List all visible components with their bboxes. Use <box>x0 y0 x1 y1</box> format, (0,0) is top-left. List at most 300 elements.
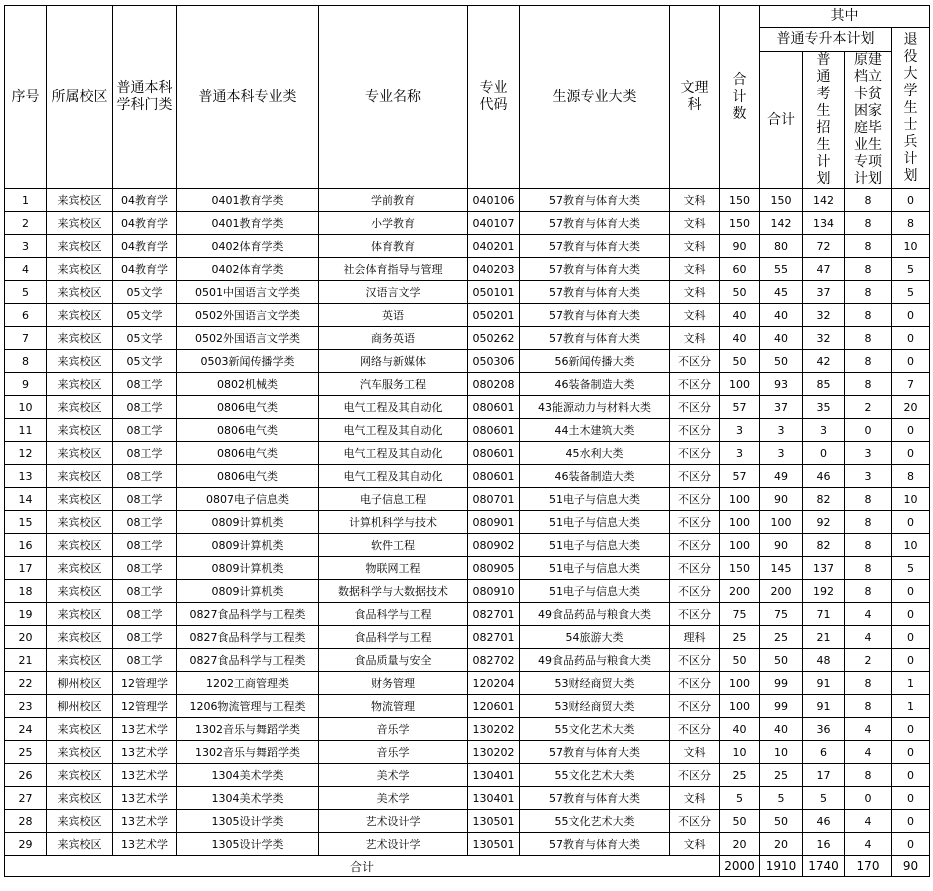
cell-regular: 32 <box>803 327 845 350</box>
cell-total: 200 <box>720 580 760 603</box>
cell-major-class: 0802机械类 <box>177 373 319 396</box>
cell-regular: 85 <box>803 373 845 396</box>
cell-veteran: 0 <box>892 649 930 672</box>
table-row <box>5 534 930 557</box>
cell-subject: 文科 <box>670 741 720 764</box>
cell-veteran: 1 <box>892 695 930 718</box>
cell-major-class: 0809计算机类 <box>177 557 319 580</box>
cell-sub-total: 49 <box>760 465 803 488</box>
cell-subject: 文科 <box>670 281 720 304</box>
cell-major-class: 0501中国语言文学类 <box>177 281 319 304</box>
cell-major-class: 0502外国语言文学类 <box>177 327 319 350</box>
cell-campus: 来宾校区 <box>47 511 113 534</box>
cell-discipline: 08工学 <box>113 580 177 603</box>
cell-total: 75 <box>720 603 760 626</box>
table-row <box>5 419 930 442</box>
cell-code: 082701 <box>468 603 520 626</box>
cell-veteran: 0 <box>892 833 930 856</box>
cell-major-name: 音乐学 <box>319 741 468 764</box>
cell-discipline: 13艺术学 <box>113 787 177 810</box>
cell-seq: 9 <box>5 373 47 396</box>
cell-subject: 不区分 <box>670 718 720 741</box>
cell-source-class: 51电子与信息大类 <box>520 534 670 557</box>
cell-campus: 来宾校区 <box>47 373 113 396</box>
cell-code: 120204 <box>468 672 520 695</box>
header-discipline: 普通本科学科门类 <box>113 6 177 189</box>
cell-sub-total: 142 <box>760 212 803 235</box>
cell-poverty: 8 <box>845 511 892 534</box>
cell-sub-total: 10 <box>760 741 803 764</box>
cell-veteran: 0 <box>892 189 930 212</box>
cell-discipline: 13艺术学 <box>113 833 177 856</box>
cell-total: 40 <box>720 327 760 350</box>
cell-campus: 柳州校区 <box>47 672 113 695</box>
cell-seq: 24 <box>5 718 47 741</box>
cell-campus: 来宾校区 <box>47 189 113 212</box>
cell-major-name: 财务管理 <box>319 672 468 695</box>
table-row <box>5 718 930 741</box>
cell-seq: 13 <box>5 465 47 488</box>
cell-source-class: 57教育与体育大类 <box>520 281 670 304</box>
cell-poverty: 0 <box>845 787 892 810</box>
cell-total: 40 <box>720 718 760 741</box>
cell-discipline: 08工学 <box>113 373 177 396</box>
cell-major-class: 0806电气类 <box>177 442 319 465</box>
cell-sub-total: 99 <box>760 695 803 718</box>
cell-major-name: 英语 <box>319 304 468 327</box>
cell-major-name: 食品科学与工程 <box>319 626 468 649</box>
cell-major-class: 0401教育学类 <box>177 212 319 235</box>
cell-total: 50 <box>720 350 760 373</box>
cell-discipline: 05文学 <box>113 281 177 304</box>
cell-regular: 92 <box>803 511 845 534</box>
cell-sub-total: 80 <box>760 235 803 258</box>
cell-veteran: 0 <box>892 442 930 465</box>
cell-regular: 46 <box>803 465 845 488</box>
cell-campus: 来宾校区 <box>47 327 113 350</box>
cell-code: 080701 <box>468 488 520 511</box>
cell-subject: 不区分 <box>670 419 720 442</box>
cell-code: 040201 <box>468 235 520 258</box>
cell-major-name: 电气工程及其自动化 <box>319 419 468 442</box>
cell-code: 130501 <box>468 810 520 833</box>
cell-sub-total: 100 <box>760 511 803 534</box>
cell-major-name: 食品科学与工程 <box>319 603 468 626</box>
cell-total: 50 <box>720 649 760 672</box>
cell-seq: 19 <box>5 603 47 626</box>
cell-campus: 来宾校区 <box>47 833 113 856</box>
header-total: 合计数 <box>720 6 760 189</box>
cell-major-class: 1305设计学类 <box>177 810 319 833</box>
cell-campus: 柳州校区 <box>47 695 113 718</box>
cell-poverty: 8 <box>845 304 892 327</box>
cell-campus: 来宾校区 <box>47 281 113 304</box>
cell-poverty: 8 <box>845 350 892 373</box>
cell-discipline: 12管理学 <box>113 695 177 718</box>
cell-sub-total: 150 <box>760 189 803 212</box>
cell-major-class: 0827食品科学与工程类 <box>177 603 319 626</box>
cell-regular: 6 <box>803 741 845 764</box>
cell-regular: 82 <box>803 488 845 511</box>
cell-major-name: 学前教育 <box>319 189 468 212</box>
table-row <box>5 741 930 764</box>
cell-seq: 18 <box>5 580 47 603</box>
cell-seq: 4 <box>5 258 47 281</box>
table-row <box>5 327 930 350</box>
table-row <box>5 764 930 787</box>
cell-veteran: 0 <box>892 580 930 603</box>
cell-sub-total: 40 <box>760 304 803 327</box>
cell-sub-total: 50 <box>760 810 803 833</box>
cell-regular: 48 <box>803 649 845 672</box>
cell-total: 25 <box>720 764 760 787</box>
cell-regular: 5 <box>803 787 845 810</box>
cell-poverty: 4 <box>845 718 892 741</box>
cell-sub-total: 37 <box>760 396 803 419</box>
cell-campus: 来宾校区 <box>47 258 113 281</box>
cell-regular: 32 <box>803 304 845 327</box>
cell-source-class: 53财经商贸大类 <box>520 672 670 695</box>
cell-sub-total: 20 <box>760 833 803 856</box>
cell-veteran: 0 <box>892 603 930 626</box>
cell-discipline: 08工学 <box>113 534 177 557</box>
cell-seq: 26 <box>5 764 47 787</box>
cell-regular: 91 <box>803 695 845 718</box>
cell-seq: 25 <box>5 741 47 764</box>
cell-code: 050101 <box>468 281 520 304</box>
total-poverty: 170 <box>845 856 892 877</box>
cell-sub-total: 90 <box>760 534 803 557</box>
cell-campus: 来宾校区 <box>47 603 113 626</box>
table-row <box>5 626 930 649</box>
cell-major-class: 1302音乐与舞蹈学类 <box>177 718 319 741</box>
cell-total: 20 <box>720 833 760 856</box>
cell-code: 080902 <box>468 534 520 557</box>
cell-major-class: 0402体育学类 <box>177 258 319 281</box>
cell-seq: 10 <box>5 396 47 419</box>
cell-code: 130202 <box>468 718 520 741</box>
cell-poverty: 8 <box>845 557 892 580</box>
cell-poverty: 8 <box>845 281 892 304</box>
cell-major-name: 商务英语 <box>319 327 468 350</box>
cell-discipline: 08工学 <box>113 649 177 672</box>
cell-code: 080910 <box>468 580 520 603</box>
header-regular-plan: 普通专升本计划 <box>760 28 892 52</box>
cell-poverty: 8 <box>845 258 892 281</box>
cell-source-class: 51电子与信息大类 <box>520 557 670 580</box>
cell-sub-total: 93 <box>760 373 803 396</box>
header-subject: 文理科 <box>670 6 720 189</box>
cell-total: 50 <box>720 810 760 833</box>
cell-poverty: 8 <box>845 672 892 695</box>
table-row <box>5 304 930 327</box>
cell-total: 100 <box>720 373 760 396</box>
cell-major-class: 1302音乐与舞蹈学类 <box>177 741 319 764</box>
cell-major-name: 音乐学 <box>319 718 468 741</box>
table-row <box>5 810 930 833</box>
cell-poverty: 4 <box>845 810 892 833</box>
cell-campus: 来宾校区 <box>47 718 113 741</box>
cell-total: 57 <box>720 465 760 488</box>
cell-seq: 14 <box>5 488 47 511</box>
cell-seq: 23 <box>5 695 47 718</box>
cell-source-class: 57教育与体育大类 <box>520 189 670 212</box>
header-regular-exam: 普通考生招生计划 <box>803 52 845 189</box>
cell-discipline: 08工学 <box>113 396 177 419</box>
cell-seq: 17 <box>5 557 47 580</box>
cell-sub-total: 25 <box>760 764 803 787</box>
cell-discipline: 13艺术学 <box>113 718 177 741</box>
cell-poverty: 8 <box>845 580 892 603</box>
cell-major-class: 1206物流管理与工程类 <box>177 695 319 718</box>
cell-veteran: 10 <box>892 534 930 557</box>
cell-poverty: 4 <box>845 741 892 764</box>
table-row <box>5 212 930 235</box>
cell-veteran: 5 <box>892 258 930 281</box>
total-label: 合计 <box>5 856 720 877</box>
cell-code: 050306 <box>468 350 520 373</box>
cell-regular: 142 <box>803 189 845 212</box>
cell-subject: 不区分 <box>670 373 720 396</box>
table-row <box>5 442 930 465</box>
cell-campus: 来宾校区 <box>47 649 113 672</box>
cell-discipline: 08工学 <box>113 603 177 626</box>
total-sub-total: 1910 <box>760 856 803 877</box>
cell-major-class: 1305设计学类 <box>177 833 319 856</box>
cell-discipline: 13艺术学 <box>113 810 177 833</box>
table-row <box>5 373 930 396</box>
cell-total: 3 <box>720 419 760 442</box>
cell-sub-total: 200 <box>760 580 803 603</box>
cell-regular: 35 <box>803 396 845 419</box>
header-major-class: 普通本科专业类 <box>177 6 319 189</box>
cell-campus: 来宾校区 <box>47 764 113 787</box>
cell-total: 57 <box>720 396 760 419</box>
cell-code: 040203 <box>468 258 520 281</box>
cell-veteran: 10 <box>892 488 930 511</box>
cell-code: 050262 <box>468 327 520 350</box>
cell-total: 60 <box>720 258 760 281</box>
cell-seq: 27 <box>5 787 47 810</box>
cell-poverty: 2 <box>845 649 892 672</box>
table-body <box>5 189 930 856</box>
cell-campus: 来宾校区 <box>47 212 113 235</box>
cell-seq: 6 <box>5 304 47 327</box>
cell-code: 082701 <box>468 626 520 649</box>
cell-poverty: 4 <box>845 626 892 649</box>
header-veteran: 退役大学生士兵计划 <box>892 28 930 189</box>
cell-discipline: 08工学 <box>113 488 177 511</box>
cell-source-class: 49食品药品与粮食大类 <box>520 649 670 672</box>
cell-veteran: 0 <box>892 764 930 787</box>
cell-regular: 47 <box>803 258 845 281</box>
cell-discipline: 13艺术学 <box>113 741 177 764</box>
cell-regular: 71 <box>803 603 845 626</box>
table-row <box>5 488 930 511</box>
cell-discipline: 04教育学 <box>113 235 177 258</box>
cell-sub-total: 75 <box>760 603 803 626</box>
cell-veteran: 0 <box>892 350 930 373</box>
cell-sub-total: 50 <box>760 649 803 672</box>
cell-campus: 来宾校区 <box>47 465 113 488</box>
cell-poverty: 8 <box>845 235 892 258</box>
cell-major-class: 0502外国语言文学类 <box>177 304 319 327</box>
cell-subject: 不区分 <box>670 603 720 626</box>
table-row <box>5 258 930 281</box>
table-row <box>5 603 930 626</box>
cell-campus: 来宾校区 <box>47 350 113 373</box>
cell-major-class: 0827食品科学与工程类 <box>177 649 319 672</box>
cell-seq: 12 <box>5 442 47 465</box>
cell-seq: 2 <box>5 212 47 235</box>
cell-discipline: 05文学 <box>113 304 177 327</box>
cell-code: 130202 <box>468 741 520 764</box>
cell-subject: 不区分 <box>670 534 720 557</box>
cell-subject: 不区分 <box>670 442 720 465</box>
cell-major-class: 0806电气类 <box>177 396 319 419</box>
cell-veteran: 7 <box>892 373 930 396</box>
cell-regular: 0 <box>803 442 845 465</box>
cell-source-class: 46装备制造大类 <box>520 465 670 488</box>
cell-poverty: 8 <box>845 695 892 718</box>
cell-source-class: 57教育与体育大类 <box>520 787 670 810</box>
cell-subject: 文科 <box>670 787 720 810</box>
total-regular: 1740 <box>803 856 845 877</box>
cell-subject: 不区分 <box>670 488 720 511</box>
cell-total: 10 <box>720 741 760 764</box>
cell-subject: 不区分 <box>670 672 720 695</box>
table-row <box>5 672 930 695</box>
cell-seq: 21 <box>5 649 47 672</box>
cell-regular: 42 <box>803 350 845 373</box>
cell-total: 3 <box>720 442 760 465</box>
cell-discipline: 08工学 <box>113 511 177 534</box>
cell-regular: 37 <box>803 281 845 304</box>
cell-source-class: 53财经商贸大类 <box>520 695 670 718</box>
cell-veteran: 5 <box>892 557 930 580</box>
cell-major-name: 汉语言文学 <box>319 281 468 304</box>
cell-campus: 来宾校区 <box>47 557 113 580</box>
cell-source-class: 46装备制造大类 <box>520 373 670 396</box>
cell-major-name: 软件工程 <box>319 534 468 557</box>
cell-code: 130401 <box>468 787 520 810</box>
cell-source-class: 49食品药品与粮食大类 <box>520 603 670 626</box>
cell-subject: 不区分 <box>670 764 720 787</box>
cell-major-name: 社会体育指导与管理 <box>319 258 468 281</box>
cell-major-class: 0827食品科学与工程类 <box>177 626 319 649</box>
cell-poverty: 3 <box>845 442 892 465</box>
cell-total: 5 <box>720 787 760 810</box>
cell-major-class: 0809计算机类 <box>177 580 319 603</box>
cell-regular: 137 <box>803 557 845 580</box>
cell-discipline: 05文学 <box>113 350 177 373</box>
cell-code: 040106 <box>468 189 520 212</box>
cell-sub-total: 25 <box>760 626 803 649</box>
table-row <box>5 833 930 856</box>
header-regular-total: 合计 <box>760 52 803 189</box>
cell-code: 040107 <box>468 212 520 235</box>
cell-campus: 来宾校区 <box>47 626 113 649</box>
cell-poverty: 8 <box>845 212 892 235</box>
cell-source-class: 55文化艺术大类 <box>520 810 670 833</box>
cell-major-name: 计算机科学与技术 <box>319 511 468 534</box>
table-row <box>5 281 930 304</box>
cell-code: 080601 <box>468 442 520 465</box>
cell-major-name: 体育教育 <box>319 235 468 258</box>
cell-regular: 192 <box>803 580 845 603</box>
cell-discipline: 08工学 <box>113 419 177 442</box>
cell-sub-total: 50 <box>760 350 803 373</box>
cell-major-name: 汽车服务工程 <box>319 373 468 396</box>
table-row <box>5 511 930 534</box>
total-veteran: 90 <box>892 856 930 877</box>
cell-subject: 文科 <box>670 212 720 235</box>
cell-veteran: 0 <box>892 419 930 442</box>
table-row <box>5 695 930 718</box>
cell-source-class: 44土木建筑大类 <box>520 419 670 442</box>
cell-subject: 不区分 <box>670 695 720 718</box>
cell-regular: 21 <box>803 626 845 649</box>
cell-discipline: 08工学 <box>113 557 177 580</box>
cell-veteran: 0 <box>892 626 930 649</box>
cell-code: 080901 <box>468 511 520 534</box>
cell-discipline: 08工学 <box>113 626 177 649</box>
cell-poverty: 2 <box>845 396 892 419</box>
cell-regular: 82 <box>803 534 845 557</box>
table-row <box>5 580 930 603</box>
cell-major-name: 美术学 <box>319 787 468 810</box>
cell-sub-total: 40 <box>760 327 803 350</box>
cell-source-class: 43能源动力与材料大类 <box>520 396 670 419</box>
cell-major-name: 美术学 <box>319 764 468 787</box>
cell-subject: 不区分 <box>670 350 720 373</box>
cell-source-class: 51电子与信息大类 <box>520 511 670 534</box>
table-row <box>5 396 930 419</box>
header-code: 专业代码 <box>468 6 520 189</box>
cell-code: 082702 <box>468 649 520 672</box>
cell-seq: 20 <box>5 626 47 649</box>
cell-code: 050201 <box>468 304 520 327</box>
cell-source-class: 57教育与体育大类 <box>520 212 670 235</box>
total-total: 2000 <box>720 856 760 877</box>
cell-seq: 11 <box>5 419 47 442</box>
cell-seq: 15 <box>5 511 47 534</box>
cell-sub-total: 90 <box>760 488 803 511</box>
cell-subject: 不区分 <box>670 810 720 833</box>
cell-campus: 来宾校区 <box>47 810 113 833</box>
cell-veteran: 5 <box>892 281 930 304</box>
cell-regular: 16 <box>803 833 845 856</box>
cell-regular: 91 <box>803 672 845 695</box>
cell-total: 25 <box>720 626 760 649</box>
cell-veteran: 8 <box>892 465 930 488</box>
cell-total: 150 <box>720 212 760 235</box>
cell-subject: 不区分 <box>670 580 720 603</box>
cell-subject: 文科 <box>670 304 720 327</box>
cell-major-class: 1304美术学类 <box>177 787 319 810</box>
table-row <box>5 557 930 580</box>
cell-total: 100 <box>720 534 760 557</box>
cell-sub-total: 5 <box>760 787 803 810</box>
cell-poverty: 4 <box>845 833 892 856</box>
header-source-class: 生源专业大类 <box>520 6 670 189</box>
cell-poverty: 0 <box>845 419 892 442</box>
cell-poverty: 8 <box>845 189 892 212</box>
cell-sub-total: 45 <box>760 281 803 304</box>
cell-major-class: 0503新闻传播学类 <box>177 350 319 373</box>
cell-veteran: 0 <box>892 787 930 810</box>
cell-source-class: 55文化艺术大类 <box>520 764 670 787</box>
